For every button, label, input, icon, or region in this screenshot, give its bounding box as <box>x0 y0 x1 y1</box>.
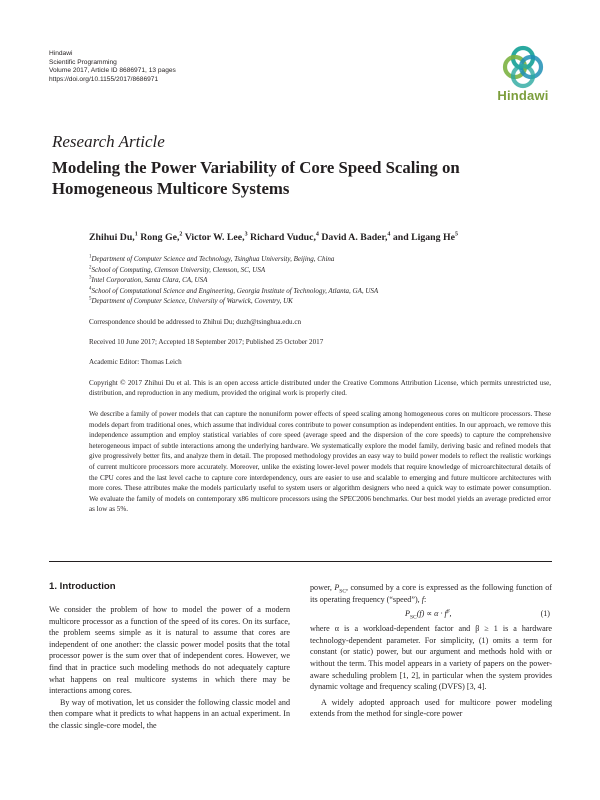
author: Victor W. Lee,$^3$ <box>184 231 248 243</box>
body-paragraph: where α is a workload-dependent factor and β ≥ 1 is a hardware technology-dependent parameter. For simplicity, (1) omits a term for constant (or static) power, but our argument and methods hold with or without the term. This model appears in a variety of papers on the power-aware scheduling problem [1, 2], in particular when the system provides dynamic voltage and frequency scaling (DVFS) [3, 4]. <box>310 624 552 692</box>
intro-paragraph: By way of motivation, let us consider the following classic model and then compare what it predicts to what happens in an actual experiment. In the classic single-core model, the <box>49 697 290 730</box>
right-column <box>310 582 552 720</box>
affiliation-list <box>89 254 559 307</box>
paper-title: Modeling the Power Variability of Core Speed Scaling on Homogeneous Multicore Systems <box>52 158 460 198</box>
affiliation: $^1$Department of Computer Science and Technology, Tsinghua University, Beijing, China <box>89 254 335 263</box>
affiliation: $^3$Intel Corporation, Santa Clara, CA, USA <box>89 275 208 285</box>
correspondence-line: Correspondence should be addressed to Zhihui Du; duzh@tsinghua.edu.cn <box>89 318 302 326</box>
academic-editor: Academic Editor: Thomas Leich <box>89 358 182 366</box>
volume-line: Volume 2017, Article ID 8686971, 13 pages <box>49 67 176 75</box>
journal-header <box>49 50 176 84</box>
affiliation: $^5$Department of Computer Science, University of Warwick, Coventry, UK <box>89 297 293 306</box>
intro-paragraph: We consider the problem of how to model the power of a modern multicore processor as a function of the speed of its cores. On its surface, the problem seems simple as it is natural to assume that cores are independent of one another: the classic power model posits that the total processor power is the sum over that of independent cores. However, we find that in practice such modeling methods do not adequately capture what happens on real multicore systems in which there may be interactions among cores. <box>49 605 290 696</box>
author: Zhihui Du,$^1$ <box>89 231 138 243</box>
article-type: Research Article <box>52 132 165 151</box>
body-paragraph: power, $P_{SC}$, consumed by a core is expressed as the following function of its operating frequency (“speed”), f: <box>310 583 552 604</box>
left-column <box>49 604 290 732</box>
affiliation: $^4$School of Computational Science and Engineering, Georgia Institute of Technology, Atlanta, GA, USA <box>89 286 379 295</box>
doi-link[interactable]: https://doi.org/10.1155/2017/8686971 <box>49 75 159 83</box>
abstract-text: We describe a family of power models that can capture the nonuniform power effects of speed scaling among homogeneous cores on multicore processors. These models depart from traditional ones, which assume that individual cores contribute to power consumption as independent entities. In our approach, we remove this independence assumption and employ statistical variables of core speed (average speed and the dispersion of the core speeds) to capture the comprehensive heterogeneous impact of subtle interactions among the underlying hardware. We systematically explore the model family, deriving basic and refined models that give progressively better fits, and analyze them in detail. The proposed methodology provides an easy way to build power models to reflect the realistic workings of current multicore processors more accurately. Moreover, unlike the existing lower-level power models that require knowledge of microarchitectural details of the CPU cores and the last level cache to capture core interdependency, ours are easier to use and scalable to emerging and future multicore architectures with more cores. These attributes make the models particularly useful to system users or algorithm designers who need a quick way to estimate power consumption. We evaluate the family of models on contemporary x86 multicore processors using the SPEC2006 benchmarks. Our best model yields an average predicted error as low as 5%. <box>89 410 551 514</box>
body-paragraph: A widely adopted approach used for multicore power modeling extends from the method for single-core power <box>310 697 552 719</box>
affiliation: $^2$School of Computing, Clemson University, Clemson, SC, USA <box>89 265 266 274</box>
journal-name: Scientific Programming <box>49 58 117 66</box>
equation-1: $P_{SC}(f) \propto \alpha \cdot f^\beta$, (1) <box>310 605 552 623</box>
dates-line: Received 10 June 2017; Accepted 18 September 2017; Published 25 October 2017 <box>89 338 324 346</box>
author: David A. Bader,$^4$ <box>321 231 391 243</box>
section-heading: 1. Introduction <box>49 581 116 592</box>
publisher-name: Hindawi <box>49 50 73 57</box>
section-divider <box>49 561 552 562</box>
copyright-notice: Copyright © 2017 Zhihui Du et al. This is an open access article distributed under the Creative Commons Attribution License, which permits unrestricted use, distribution, and reproduction in any medium, provided the original work is properly cited. <box>89 379 551 398</box>
author: Richard Vuduc,$^4$ <box>250 231 319 243</box>
author: and Ligang He$^5$ <box>392 231 458 243</box>
author-list <box>89 232 559 243</box>
equation-number: (1) <box>540 609 550 619</box>
logo-wordmark: Hindawi <box>497 88 549 103</box>
author: Rong Ge,$^2$ <box>140 231 183 243</box>
